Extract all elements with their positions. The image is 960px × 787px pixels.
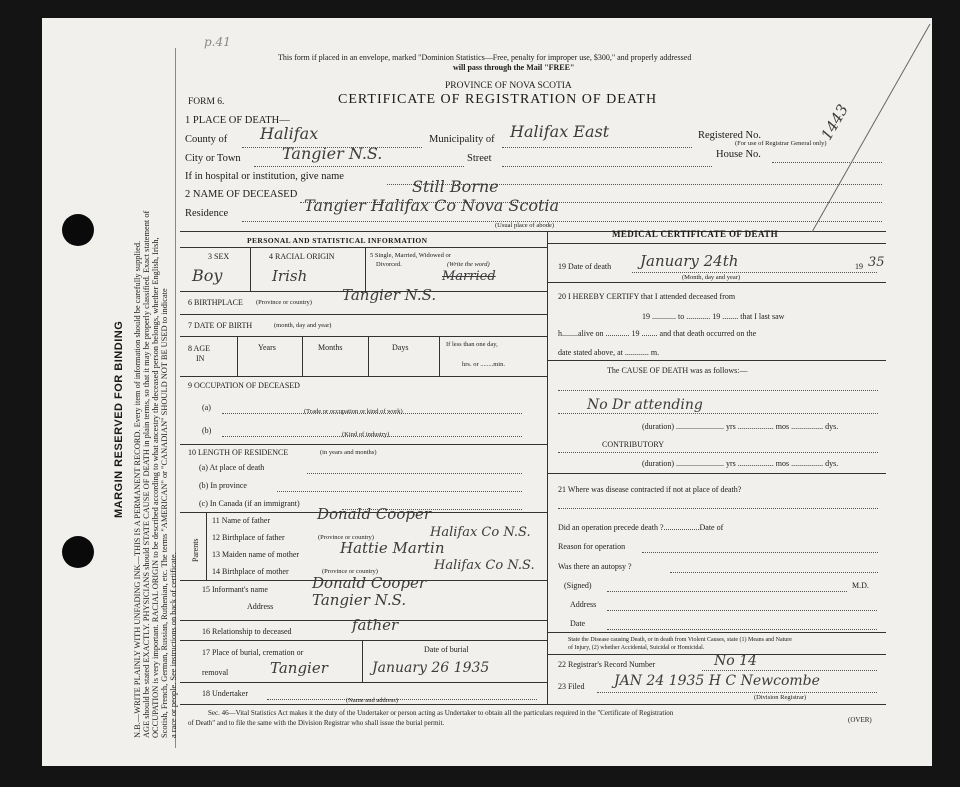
- occupation-a-note: (Trade or occupation or kind of work): [304, 408, 403, 415]
- deceased-name-value: Still Borne: [412, 177, 499, 196]
- informant-address-label: Address: [247, 602, 274, 611]
- age-label-1: 8 AGE: [188, 344, 210, 353]
- division-registrar-note: (Division Registrar): [754, 694, 807, 701]
- page-annotation: p.41: [204, 35, 231, 49]
- reason-label: Reason for operation: [558, 542, 626, 551]
- cause-of-death-label: The CAUSE OF DEATH was as follows:—: [607, 366, 748, 375]
- instruction-note-1: N.B.—WRITE PLAINLY WITH UNFADING INK—THIS IS A PERMANENT RECORD. Every item of information should be carefully supplied.: [133, 240, 142, 738]
- cause-duration: (duration) ........................ yrs .................. mos ................ dys.: [642, 422, 839, 431]
- autopsy-label: Was there an autopsy ?: [558, 562, 632, 571]
- age-days: Days: [392, 343, 409, 352]
- racial-origin-value: Irish: [272, 267, 308, 285]
- residence-length-note: (in years and months): [320, 449, 377, 456]
- sex-label: 3 SEX: [208, 252, 230, 261]
- father-name-value: Donald Cooper: [317, 505, 432, 523]
- medical-address-label: Address: [570, 600, 597, 609]
- burial-place-label-2: removal: [202, 668, 229, 677]
- postal-notice-1: This form if placed in an envelope, marked "Dominion Statistics—Free, penalty for improper use, $300," and properly addressed: [278, 53, 692, 62]
- marital-label-3: (Write the word): [447, 261, 490, 268]
- mother-birthplace-label: 14 Birthplace of mother: [212, 567, 289, 576]
- date-of-death-year-prefix: 19: [855, 262, 863, 271]
- md-label: M.D.: [852, 581, 869, 590]
- age-months: Months: [318, 343, 343, 352]
- street-label: Street: [467, 153, 492, 164]
- in-canada-label: (c) In Canada (if an immigrant): [199, 499, 300, 508]
- municipality-value: Halifax East: [510, 122, 610, 141]
- father-name-label: 11 Name of father: [212, 516, 271, 525]
- in-province-label: (b) In province: [199, 481, 247, 490]
- residence-label: Residence: [185, 208, 229, 219]
- punch-hole-bottom: [62, 536, 94, 568]
- occupation-b-note: (Kind of industry): [342, 431, 390, 438]
- occupation-a: (a): [202, 403, 211, 412]
- name-of-deceased-label: 2 NAME OF DECEASED: [185, 189, 298, 200]
- parents-label: Parents: [191, 538, 200, 562]
- date-of-death-label: 19 Date of death: [558, 262, 612, 271]
- registered-no-value: 1443: [817, 101, 853, 144]
- relationship-value: father: [352, 616, 399, 634]
- residence-length-label: 10 LENGTH OF RESIDENCE: [188, 448, 289, 457]
- footnote-line-1: State the Disease causing Death, or in death from Violent Causes, state (1) Means and Nature: [568, 637, 792, 643]
- medical-date-label: Date: [570, 619, 586, 628]
- disease-contracted-label: 21 Where was disease contracted if not at place of death?: [558, 485, 742, 494]
- informant-label: 15 Informant's name: [202, 585, 268, 594]
- instruction-note-2: AGE should be stated EXACTLY. PHYSICIANS should STATE CAUSE OF DEATH in plain terms, so that it may be properly classified. Exact statement of: [142, 210, 151, 738]
- marital-value: Married: [442, 269, 496, 284]
- birthplace-label: 6 BIRTHPLACE: [188, 298, 243, 307]
- marital-label-1: 5 Single, Married, Widowed or: [370, 252, 451, 259]
- father-birthplace-value: Halifax Co N.S.: [430, 525, 531, 540]
- occupation-b: (b): [202, 426, 212, 435]
- personal-heading: PERSONAL AND STATISTICAL INFORMATION: [247, 236, 428, 245]
- instruction-note-5: a race or people. See instructions on back of certificate.: [169, 552, 178, 738]
- form-top-rule: [180, 231, 886, 232]
- column-divider: [547, 231, 548, 704]
- institution-label: If in hospital or institution, give name: [185, 171, 344, 182]
- footer-line-1: Sec. 46—Vital Statistics Act makes it the duty of the Undertaker or person acting as Undertaker to obtain all the particulars required in the "Certificate of Registration: [208, 709, 674, 717]
- certify-statement: 20 I HEREBY CERTIFY that I attended deceased from: [558, 292, 736, 301]
- less-than-day-label: If less than one day,: [446, 341, 498, 348]
- attended-from-to: 19 ............ to ............ 19 ........ that I last saw: [642, 312, 785, 321]
- alive-on-line: h........alive on ............ 19 ........ and that death occurred on the: [558, 329, 757, 338]
- father-birthplace-label: 12 Birthplace of father: [212, 533, 285, 542]
- mother-birthplace-value: Halifax Co N.S.: [434, 558, 535, 573]
- footnote-line-2: of Injury, (2) whether Accidental, Suicidal or Homicidal.: [568, 645, 705, 651]
- at-place-of-death-label: (a) At place of death: [199, 463, 265, 472]
- burial-place-value: Tangier: [270, 659, 328, 677]
- age-label-2: IN: [196, 354, 205, 363]
- racial-origin-label: 4 RACIAL ORIGIN: [269, 252, 335, 261]
- city-label: City or Town: [185, 153, 241, 164]
- over-label: (OVER): [848, 716, 872, 724]
- residence-note: (Usual place of abode): [495, 222, 555, 229]
- birthplace-note: (Province or country): [256, 299, 312, 306]
- province-heading: PROVINCE OF NOVA SCOTIA: [445, 81, 572, 91]
- date-of-birth-note: (month, day and year): [274, 322, 332, 329]
- certificate-title: CERTIFICATE OF REGISTRATION OF DEATH: [338, 92, 658, 107]
- date-stated-line: date stated above, at ............ m.: [558, 348, 660, 357]
- father-birthplace-note: (Province or country): [318, 534, 374, 541]
- place-of-death-label: 1 PLACE OF DEATH—: [185, 115, 290, 126]
- undertaker-note: (Name and address): [346, 697, 398, 704]
- marital-label-2: Divorced.: [376, 261, 402, 268]
- registered-no-label: Registered No.: [698, 130, 761, 141]
- registrar-record-value: No 14: [714, 653, 757, 669]
- age-years: Years: [258, 343, 276, 352]
- house-no-label: House No.: [716, 149, 761, 160]
- mother-name-value: Hattie Martin: [340, 539, 445, 557]
- date-of-burial-label: Date of burial: [424, 645, 469, 654]
- operation-label: Did an operation precede death ?..................Date of: [558, 523, 724, 532]
- signed-label: (Signed): [564, 581, 592, 590]
- footer-line-2: of Death" and to file the same with the Division Registrar who shall issue the burial permit.: [188, 719, 445, 727]
- date-of-birth-label: 7 DATE OF BIRTH: [188, 321, 253, 330]
- registered-no-note: (For use of Registrar General only): [735, 140, 827, 147]
- date-of-death-year: 35: [868, 255, 885, 270]
- date-of-death-value: January 24th: [640, 252, 739, 270]
- date-of-burial-value: January 26 1935: [372, 660, 490, 676]
- punch-hole-top: [62, 214, 94, 246]
- filed-value: JAN 24 1935 H C Newcombe: [614, 673, 820, 689]
- county-label: County of: [185, 134, 228, 145]
- form-number: FORM 6.: [188, 97, 225, 107]
- contributory-label: CONTRIBUTORY: [602, 440, 665, 449]
- undertaker-label: 18 Undertaker: [202, 689, 248, 698]
- contributory-duration: (duration) ........................ yrs .................. mos ................ dys.: [642, 459, 839, 468]
- date-of-death-note: (Month, day and year): [682, 274, 741, 281]
- county-value: Halifax: [260, 124, 319, 143]
- pen-stroke: [782, 22, 932, 242]
- hrs-min-label: hrs. or ........min.: [462, 361, 505, 368]
- cause-of-death-value: No Dr attending: [587, 397, 703, 413]
- relationship-label: 16 Relationship to deceased: [202, 627, 292, 636]
- form-bottom-rule: [180, 704, 886, 705]
- residence-value: Tangier Halifax Co Nova Scotia: [304, 196, 560, 215]
- occupation-label: 9 OCCUPATION OF DECEASED: [188, 381, 300, 390]
- filed-label: 23 Filed: [558, 682, 585, 691]
- postal-notice-2: will pass through the Mail "FREE": [453, 63, 575, 72]
- mother-name-label: 13 Maiden name of mother: [212, 550, 300, 559]
- instruction-note-3: OCCUPATION is very important. RACIAL ORIGIN to be described according to what ancestry the deceased person belongs, whether English, Irish,: [151, 237, 160, 738]
- municipality-label: Municipality of: [429, 134, 495, 145]
- mother-birthplace-note: (Province or country): [322, 568, 378, 575]
- city-value: Tangier N.S.: [282, 144, 383, 163]
- informant-address-value: Tangier N.S.: [312, 591, 407, 609]
- margin-reserved-label: MARGIN RESERVED FOR BINDING: [113, 320, 125, 518]
- informant-value: Donald Cooper: [312, 574, 427, 592]
- instruction-note-4: Scotish, French, German, Russian, Ruthenian, etc. The terms "AMERICAN" or "CANADIAN" SHOULD NOT BE USED to indicate: [160, 288, 169, 738]
- medical-heading: MEDICAL CERTIFICATE OF DEATH: [612, 229, 778, 239]
- sex-value: Boy: [192, 266, 223, 285]
- registrar-record-label: 22 Registrar's Record Number: [558, 660, 656, 669]
- burial-place-label-1: 17 Place of burial, cremation or: [202, 648, 304, 657]
- birthplace-value: Tangier N.S.: [342, 286, 437, 304]
- certificate-page: [42, 18, 932, 766]
